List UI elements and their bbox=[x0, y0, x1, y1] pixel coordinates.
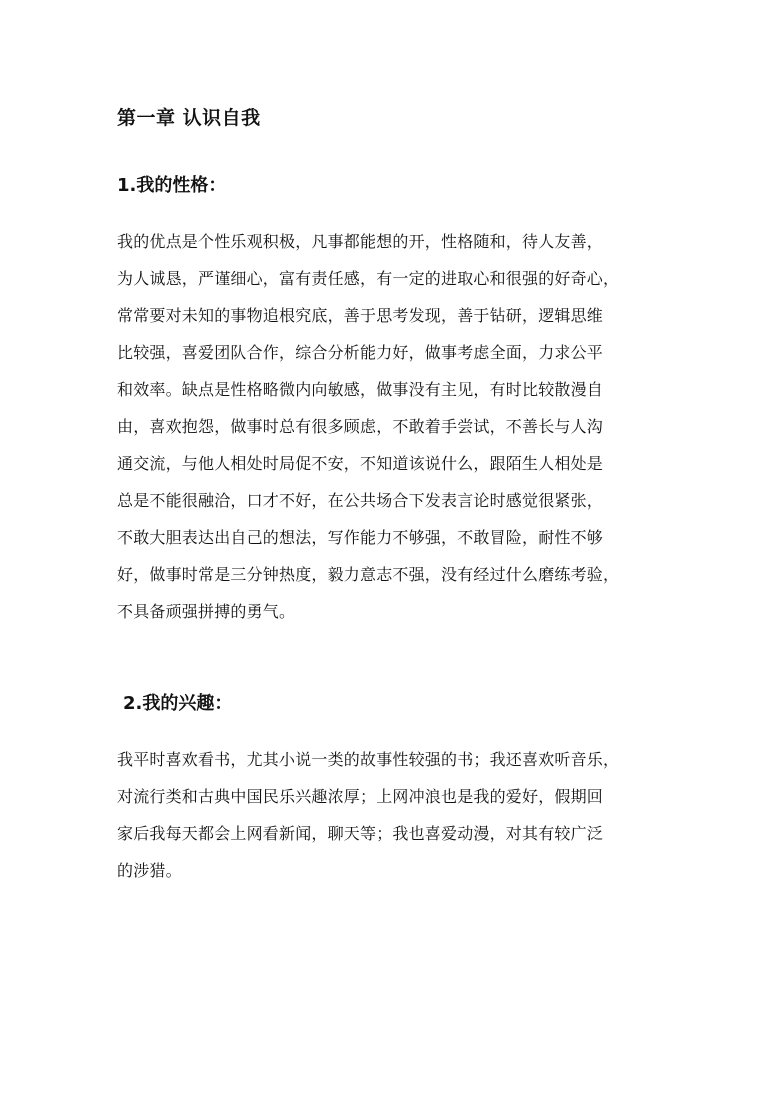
paragraph-line: 和效率。缺点是性格略微内向敏感，做事没有主见，有时比较散漫自 bbox=[117, 380, 604, 399]
paragraph-line: 由，喜欢抱怨，做事时总有很多顾虑，不敢着手尝试，不善长与人沟 bbox=[117, 417, 604, 436]
paragraph-line: 不具备顽强拼搏的勇气。 bbox=[117, 602, 296, 621]
paragraph-line: 我平时喜欢看书，尤其小说一类的故事性较强的书；我还喜欢听音乐， bbox=[117, 750, 620, 769]
paragraph-line: 为人诚恳，严谨细心，富有责任感，有一定的进取心和很强的好奇心， bbox=[117, 269, 620, 288]
chapter-title: 第一章 认识自我 bbox=[117, 107, 261, 129]
paragraph-line: 我的优点是个性乐观积极，凡事都能想的开，性格随和，待人友善， bbox=[117, 232, 604, 251]
paragraph-line: 家后我每天都会上网看新闻，聊天等；我也喜爱动漫，对其有较广泛 bbox=[117, 824, 604, 843]
paragraph-line: 比较强，喜爱团队合作，综合分析能力好，做事考虑全面，力求公平 bbox=[117, 343, 604, 362]
paragraph-line: 好，做事时常是三分钟热度，毅力意志不强，没有经过什么磨练考验， bbox=[117, 565, 620, 584]
paragraph-line: 总是不能很融洽，口才不好，在公共场合下发表言论时感觉很紧张， bbox=[117, 491, 604, 510]
paragraph-line: 的涉猎。 bbox=[117, 861, 182, 880]
paragraph-line: 通交流，与他人相处时局促不安，不知道该说什么，跟陌生人相处是 bbox=[117, 454, 604, 473]
section-heading-personality: 1.我的性格： bbox=[117, 175, 227, 196]
paragraph-line: 对流行类和古典中国民乐兴趣浓厚；上网冲浪也是我的爱好，假期回 bbox=[117, 787, 604, 806]
paragraph-line: 不敢大胆表达出自己的想法，写作能力不够强，不敢冒险，耐性不够 bbox=[117, 528, 604, 547]
section-heading-interests: 2.我的兴趣： bbox=[123, 693, 233, 714]
paragraph-line: 常常要对未知的事物追根究底，善于思考发现，善于钻研，逻辑思维 bbox=[117, 306, 604, 325]
